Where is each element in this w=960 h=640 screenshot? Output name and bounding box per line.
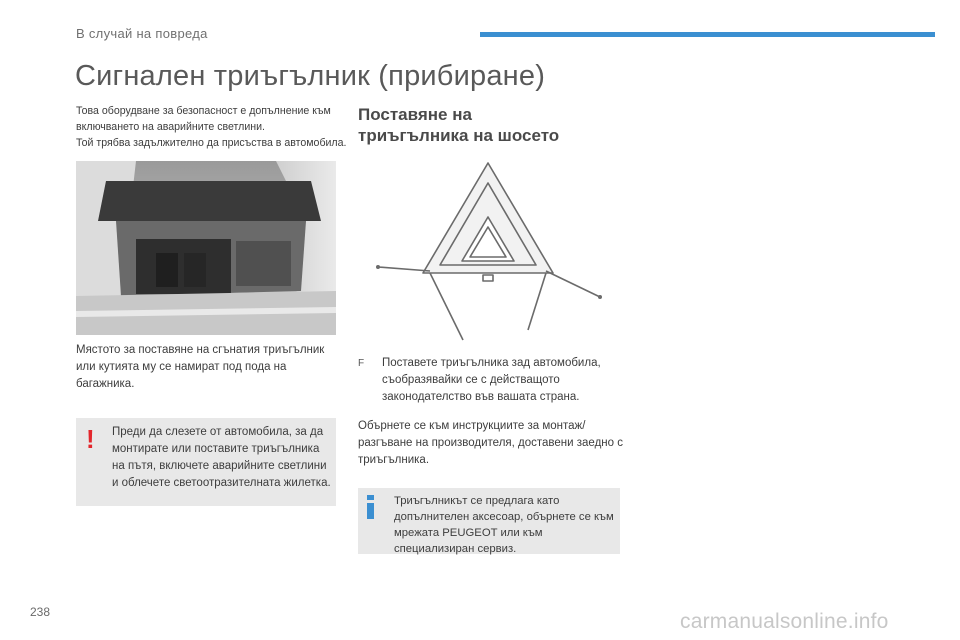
placement-heading-line-2: триъгълника на шосето bbox=[358, 126, 560, 145]
header-accent-bar bbox=[480, 32, 935, 37]
page-title: Сигнален триъгълник (прибиране) bbox=[75, 60, 546, 92]
info-icon bbox=[367, 495, 374, 519]
placement-heading bbox=[358, 104, 628, 146]
warning-triangle-icon bbox=[368, 155, 608, 345]
page-number: 238 bbox=[30, 605, 51, 619]
warning-icon: ! bbox=[86, 424, 95, 454]
section-label: В случай на повреда bbox=[76, 26, 208, 41]
placement-heading-line-1: Поставяне на bbox=[358, 105, 472, 124]
warning-triangle-illustration bbox=[368, 155, 608, 345]
storage-location-caption: Мястото за поставяне на сгънатия триъгълник или кутията му се намират под пода на багажника. bbox=[76, 344, 325, 390]
intro-line-3: Той трябва задължително да присъства в автомобила. bbox=[76, 137, 347, 149]
car-trunk-image bbox=[76, 161, 336, 335]
bullet-flag-icon: F bbox=[358, 358, 365, 369]
warning-text: Преди да слезете от автомобила, за да монтирате или поставите триъгълника на пътя, включете аварийните светлини и облечете светоотразителната жилетка. bbox=[112, 426, 331, 489]
intro-text bbox=[76, 103, 351, 151]
manufacturer-instructions-note: Обърнете се към инструкциите за монтаж/разгъване на производителя, доставени заедно с триъгълника. bbox=[358, 420, 623, 466]
car-trunk-illustration bbox=[76, 161, 336, 335]
intro-line-1: Това оборудване за безопасност е допълнение към bbox=[76, 105, 331, 117]
watermark: carmanualsonline.info bbox=[680, 610, 889, 633]
warning-box bbox=[76, 418, 336, 506]
info-box bbox=[358, 488, 620, 554]
placement-bullet-text: Поставете триъгълника зад автомобила, съобразявайки се с действащото законодателство във вашата страна. bbox=[382, 357, 601, 403]
info-text: Триъгълникът се предлага като допълнителен аксесоар, обърнете се към мрежата PEUGEOT или към специализиран сервиз. bbox=[394, 495, 614, 555]
intro-line-2: включването на аварийните светлини. bbox=[76, 121, 265, 133]
